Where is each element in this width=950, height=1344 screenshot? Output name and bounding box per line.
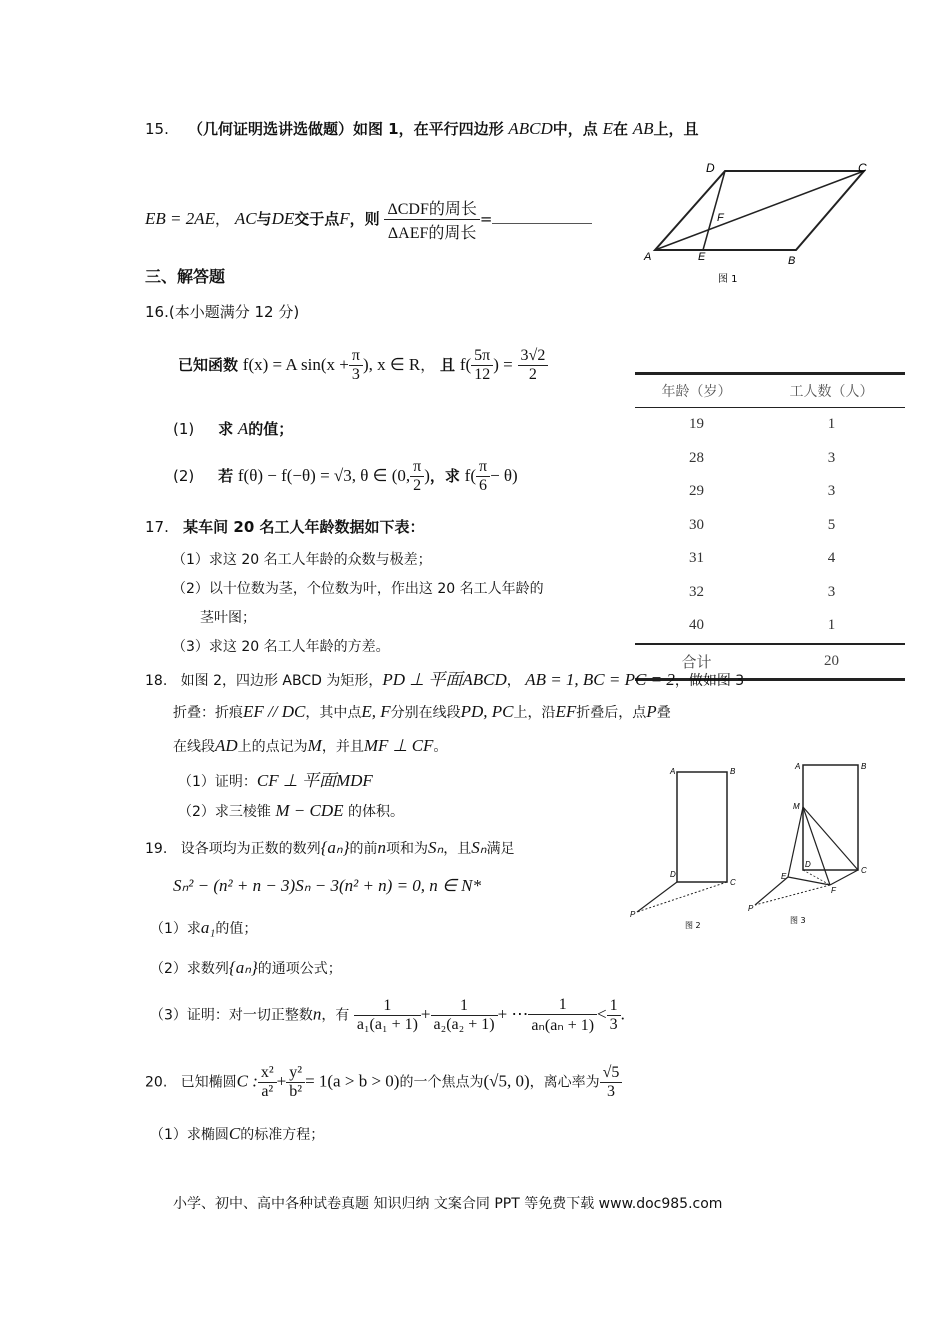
figure-3-folded — [745, 755, 880, 930]
header-age: 年龄（岁） — [635, 374, 758, 408]
line-fc — [830, 870, 858, 885]
q19-text: 的前 — [349, 841, 378, 857]
q16-part1 — [173, 418, 293, 439]
q15-number: 15. — [145, 120, 169, 138]
q18-text: 分别在线段 — [390, 705, 461, 721]
q19-math: {aₙ} — [228, 958, 258, 977]
table-row — [635, 475, 905, 509]
q19-text: 设各项均为正数的数列 — [180, 841, 321, 857]
q16-comma: ， — [420, 356, 436, 374]
cell-age: 28 — [689, 449, 705, 466]
q16-3sqrt2-over-2 — [518, 347, 549, 384]
frac-num: 1 — [607, 997, 621, 1016]
q15-line2 — [145, 196, 592, 243]
q19-lt: < — [597, 1004, 607, 1024]
label-c: C — [730, 878, 736, 887]
frac-num: π — [349, 347, 363, 366]
figure-2-rectangle — [625, 760, 745, 935]
cell-count: 5 — [827, 516, 836, 533]
frac-den: 3 — [607, 1083, 615, 1100]
frac-den: 3 — [609, 1016, 618, 1033]
answer-blank — [492, 223, 592, 224]
table-row — [635, 509, 905, 543]
line-pc — [637, 882, 727, 912]
q18-text: （2）求三棱锥 — [178, 804, 271, 820]
q19-equation: Sₙ² − (n² + n − 3)Sₙ − 3(n² + n) = 0, n ∈ N* — [173, 876, 481, 895]
q15-text: 在 — [612, 120, 628, 138]
label-a: A — [795, 762, 801, 771]
cell-total-value: 20 — [758, 644, 905, 680]
label-d: D — [670, 870, 676, 879]
figure-1-caption: 图 1 — [718, 274, 738, 285]
q18-text: 在线段 — [173, 739, 215, 755]
frac-num: 1 — [528, 996, 597, 1015]
q19-frac-third — [607, 997, 621, 1034]
q18-math: M — [307, 736, 322, 755]
q18-text: ， — [506, 673, 521, 689]
q16-p1-label: (1) — [173, 420, 195, 438]
q20-frac-x — [258, 1064, 277, 1101]
cell-count: 3 — [827, 583, 836, 600]
q16-fval-eq: ) = — [493, 355, 513, 374]
q19-math: Sₙ — [471, 838, 487, 857]
q18-math: E, F — [361, 702, 391, 721]
q16-number: 16. — [145, 303, 169, 321]
q16-func-tail: ), x ∈ R — [362, 355, 421, 374]
q16-pi-over-3 — [349, 347, 363, 384]
cell-age: 40 — [689, 617, 705, 634]
q20-frac-y — [286, 1064, 305, 1101]
q18-math: PD ⊥ 平面ABCD — [382, 670, 507, 689]
q18-line1 — [145, 665, 744, 690]
q16-func: f(x) = A sin(x + — [242, 355, 349, 374]
q18-text: 。 — [433, 739, 448, 755]
q15-text: ，则 — [349, 210, 380, 228]
q18-text: 折叠后，点 — [576, 705, 647, 721]
page-footer: 小学、初中、高中各种试卷真题 知识归纳 文案合同 PPT 等免费下载 www.doc985.com — [173, 1196, 723, 1212]
frac-num: 1 — [354, 997, 421, 1016]
cell-age: 31 — [689, 550, 705, 567]
cell-age: 32 — [689, 583, 705, 600]
q15-frac-num: ΔCDF的周长 — [384, 196, 479, 220]
q16-text: 求 — [218, 420, 234, 438]
q20-eccentricity — [600, 1064, 623, 1101]
q19-frac-n — [528, 996, 597, 1035]
label-c: C — [861, 866, 867, 875]
label-a: A — [644, 251, 652, 263]
cell-count: 4 — [827, 550, 836, 567]
label-f: F — [717, 212, 724, 224]
q18-number: 18. — [145, 673, 168, 689]
q19-text: （2）求数列 — [150, 961, 229, 977]
q20-cond: = 1(a > b > 0) — [305, 1071, 400, 1091]
q20-text: ，离心率为 — [529, 1074, 600, 1091]
q18-text: ，做如图 3 — [674, 673, 745, 689]
q20-math: C : — [236, 1071, 258, 1091]
q18-math: PD, PC — [460, 702, 514, 721]
q18-text: （1）证明： — [178, 774, 257, 790]
q16-p2-label: (2) — [173, 467, 195, 485]
q19-text: 满足 — [486, 841, 515, 857]
q19-text: （1）求 — [150, 921, 201, 937]
table-row — [635, 542, 905, 576]
q18-math: M − CDE — [275, 801, 344, 820]
q15-title: （几何证明选讲选做题）如图 1，在平行四边形 — [187, 120, 504, 138]
label-d: D — [706, 161, 715, 175]
q16-p2-f: f( — [464, 466, 476, 485]
label-c: C — [858, 161, 867, 175]
line-mc — [803, 807, 858, 870]
q17-part2: （2）以十位数为茎，个位数为叶，作出这 20 名工人年龄的 — [172, 581, 544, 597]
line-ef — [788, 877, 830, 885]
q18-math: AB = 1, BC = PC = 2 — [525, 670, 675, 689]
q20-math: C — [228, 1124, 241, 1143]
q15-frac-den: ΔAEF的周长 — [387, 225, 477, 242]
header-count: 工人数（人） — [758, 374, 905, 408]
q19-plus: + ⋯ — [497, 1004, 529, 1024]
q19-math: n — [312, 1004, 322, 1024]
q15-line1 — [145, 118, 699, 139]
q16-text: ，求 — [429, 467, 460, 485]
q16-text: 已知函数 — [178, 356, 239, 374]
q18-text: 上的点记为 — [237, 739, 308, 755]
q17-part1: （1）求这 20 名工人年龄的众数与极差； — [172, 552, 432, 568]
cell-count: 3 — [827, 449, 836, 466]
cell-age: 29 — [689, 483, 705, 500]
q19-part2 — [150, 958, 342, 978]
q18-line3 — [173, 736, 447, 756]
q18-math: EF // DC — [243, 702, 306, 721]
q16-p2-expr: f(θ) − f(−θ) = √3, θ ∈ (0, — [237, 466, 411, 485]
q15-ac: AC — [234, 209, 257, 228]
q20-number: 20. — [145, 1074, 168, 1091]
q18-math: MF ⊥ CF — [363, 736, 434, 755]
q19-part1 — [150, 918, 257, 938]
label-d: D — [805, 860, 811, 869]
q18-math: AD — [215, 736, 238, 755]
q16-p2-tail: − θ) — [490, 466, 518, 485]
q18-part2 — [178, 801, 404, 821]
q19-text: 项和为 — [386, 841, 428, 857]
q15-text: 中，点 — [552, 120, 598, 138]
q19-text: ，有 — [321, 1007, 350, 1024]
q20-plus: + — [276, 1071, 287, 1091]
age-table-header — [635, 374, 905, 408]
frac-num: 1 — [431, 997, 498, 1016]
label-p: P — [630, 910, 636, 919]
frac-den: 12 — [474, 366, 491, 383]
q18-line2 — [173, 702, 671, 722]
q16-part2 — [173, 458, 518, 495]
q15-text: 上，且 — [653, 120, 699, 138]
label-e: E — [698, 251, 706, 263]
q18-text: ，并且 — [321, 739, 364, 755]
q19-frac-1 — [354, 997, 421, 1034]
label-a: A — [670, 767, 676, 776]
q15-abcd: ABCD — [508, 119, 553, 138]
frac-num: √5 — [600, 1064, 623, 1083]
q19-text: ，且 — [443, 841, 472, 857]
q18-text: ，其中点 — [305, 705, 362, 721]
rect-abcd — [803, 765, 858, 870]
q19-math: Sₙ — [428, 838, 444, 857]
q17-part2-cont: 茎叶图； — [200, 610, 256, 626]
label-f: F — [831, 886, 836, 895]
q19-plus: + — [420, 1004, 431, 1024]
q18-text: 叠 — [656, 705, 671, 721]
frac-num: 5π — [471, 347, 493, 366]
q15-fraction — [384, 196, 479, 243]
frac-num: 3√2 — [518, 347, 549, 366]
q16-pi-over-2 — [410, 458, 424, 495]
cell-total-label: 合计 — [635, 644, 758, 680]
q19-math: {aₙ} — [320, 838, 350, 857]
table-row — [635, 442, 905, 476]
q16-text: 若 — [218, 467, 234, 485]
q18-math: CF ⊥ 平面MDF — [256, 771, 373, 790]
label-b: B — [730, 767, 736, 776]
rect-abcd — [677, 772, 727, 882]
q17-text: 某车间 20 名工人年龄数据如下表： — [183, 518, 425, 536]
q17-number: 17. — [145, 518, 169, 536]
label-b: B — [788, 255, 796, 267]
frac-den: 6 — [479, 477, 488, 494]
label-b: B — [861, 762, 867, 771]
q15-de: DE — [271, 209, 295, 228]
q19-dot: . — [620, 1004, 625, 1024]
q20-part1 — [150, 1124, 324, 1144]
q19-number: 19. — [145, 841, 168, 857]
frac-num: π — [476, 458, 490, 477]
q16-text: 的值； — [248, 420, 294, 438]
frac-num: x² — [258, 1064, 277, 1083]
q20-focus: (√5, 0) — [483, 1071, 530, 1091]
q19-text: 的值； — [215, 921, 258, 937]
q20-text: 的标准方程； — [240, 1127, 325, 1143]
q16-a: A — [237, 419, 249, 438]
q19-part3 — [150, 996, 625, 1035]
q15-f: F — [339, 209, 350, 228]
frac-den: a² — [261, 1083, 274, 1100]
q15-text: 与 — [256, 210, 272, 228]
q15-point-e: E — [602, 119, 613, 138]
line-me — [788, 807, 803, 877]
frac-den: a₂(a₂ + 1) — [433, 1016, 495, 1033]
age-table — [635, 372, 905, 681]
q19-text: 的通项公式； — [257, 961, 342, 977]
q20-text: 的一个焦点为 — [399, 1074, 484, 1091]
cell-age: 30 — [689, 516, 705, 533]
q19-frac-2 — [431, 997, 498, 1034]
q16-5pi-over-12 — [471, 347, 493, 384]
label-p: P — [748, 904, 754, 913]
q18-math: EF — [555, 702, 577, 721]
cell-count: 1 — [827, 617, 836, 634]
q18-part1 — [178, 766, 373, 791]
q18-math: P — [646, 702, 657, 721]
q20-stem — [145, 1064, 622, 1101]
q16-fval: f( — [459, 355, 472, 374]
table-row — [635, 576, 905, 610]
q16-p2-close: ) — [424, 466, 430, 485]
cell-age: 19 — [689, 416, 705, 433]
frac-den: b² — [289, 1083, 303, 1100]
frac-den: 2 — [528, 366, 537, 383]
label-e: E — [781, 872, 787, 881]
frac-den: aₙ(aₙ + 1) — [531, 1017, 595, 1034]
frac-den: 3 — [351, 366, 360, 383]
q18-text: 的体积。 — [347, 804, 404, 820]
q15-text: 交于点 — [294, 210, 340, 228]
frac-den: 2 — [413, 477, 422, 494]
label-m: M — [793, 802, 800, 811]
line-ac — [655, 171, 864, 250]
frac-num: π — [410, 458, 424, 477]
q18-text: 上，沿 — [513, 705, 556, 721]
q17-part3: （3）求这 20 名工人年龄的方差。 — [172, 639, 390, 655]
q16-given — [178, 347, 548, 384]
figure-3-caption: 图 3 — [790, 916, 806, 925]
q15-eq: = — [479, 210, 493, 228]
table-row — [635, 609, 905, 644]
figure-1-parallelogram — [640, 158, 880, 288]
table-row — [635, 408, 905, 442]
q15-comma: ， — [215, 210, 231, 228]
line-mf — [803, 807, 830, 885]
frac-num: y² — [286, 1064, 305, 1083]
q16-pi-over-6 — [476, 458, 490, 495]
q19-line1 — [145, 838, 515, 858]
section-heading: 三、解答题 — [145, 267, 226, 286]
q17-stem — [145, 516, 425, 537]
q16-header — [145, 301, 299, 322]
q19-math: n — [377, 838, 386, 857]
q15-ab: AB — [632, 119, 654, 138]
q18-text: 折叠：折痕 — [173, 705, 243, 721]
line-pd — [637, 882, 677, 912]
cell-count: 3 — [827, 483, 836, 500]
q20-text: 已知椭圆 — [180, 1074, 237, 1091]
q18-text: 如图 2，四边形 ABCD 为矩形， — [180, 673, 383, 689]
q16-text: 且 — [440, 356, 456, 374]
age-table-wrapper — [635, 372, 905, 681]
figure-2-caption: 图 2 — [685, 921, 701, 930]
q16-score: (本小题满分 12 分) — [168, 303, 300, 321]
q19-text: （3）证明：对一切正整数 — [150, 1007, 313, 1024]
q19-math: a₁ — [200, 918, 216, 937]
q20-text: （1）求椭圆 — [150, 1127, 229, 1143]
cell-count: 1 — [827, 416, 836, 433]
q15-eb-eq: EB = 2AE — [145, 209, 216, 228]
frac-den: a₁(a₁ + 1) — [356, 1016, 418, 1033]
